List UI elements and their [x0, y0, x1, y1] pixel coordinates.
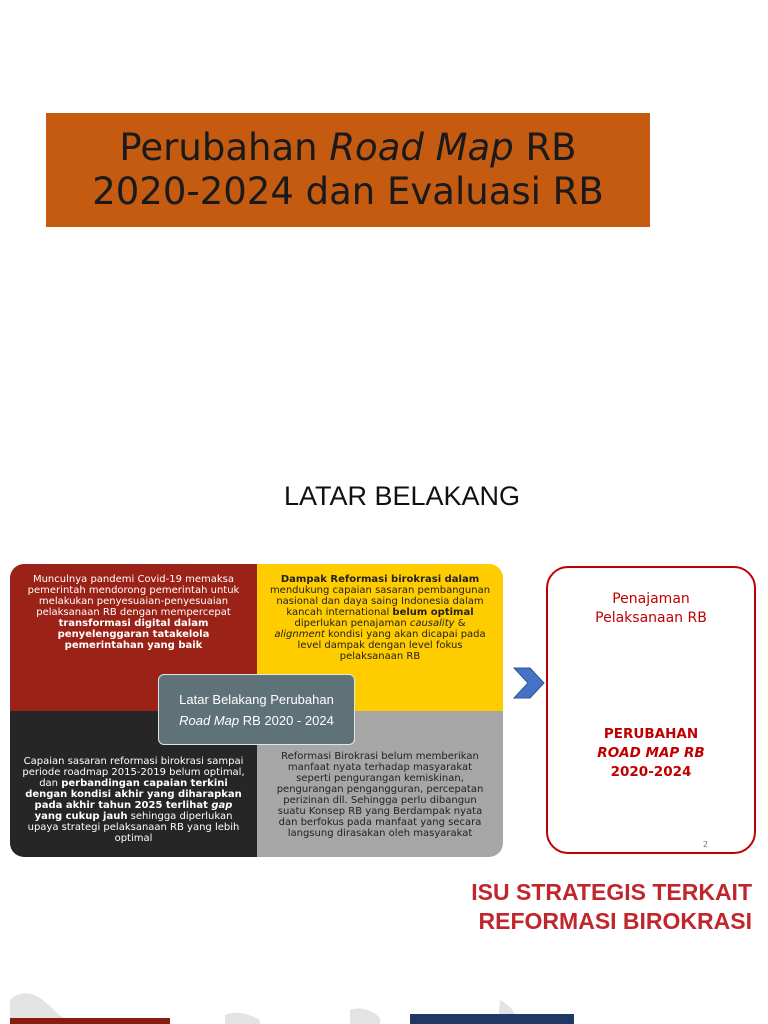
section-heading: LATAR BELAKANG [283, 481, 521, 511]
chevron-right-icon [512, 666, 546, 700]
quadrant-top-left: Munculnya pandemi Covid-19 memaksa pemerintah mendorong pemerintah untuk melakukan penyesuaian-penyesuaian pelaksanaan RB dengan mempercepat transformasi digital dalam penyelenggaran tatakelola pemerintahan yang baik [10, 564, 257, 711]
bottom-navy-bar [410, 1014, 574, 1024]
isu-strategis-heading: ISU STRATEGIS TERKAIT REFORMASI BIROKRASI [471, 879, 752, 934]
title-box [46, 113, 650, 227]
slide-number: 2 [702, 840, 708, 849]
right-card [546, 566, 756, 854]
right-card-bottom-text: PERUBAHAN ROAD MAP RB 2020-2024 [597, 726, 705, 780]
quadrant-top-right: Dampak Reformasi birokrasi dalam mendukung capaian sasaran pembangunan nasional dan daya saing Indonesia dalam kancah international belum optimal diperlukan penajaman causality & alignment kondisi yang akan dicapai pada level dampak dengan level fokus pelaksanaan RB [257, 564, 503, 711]
bottom-red-bar [10, 1018, 170, 1024]
title-line-2: 2020-2024 dan Evaluasi RB [92, 170, 604, 213]
right-card-top-text: Penajaman Pelaksanaan RB [595, 591, 707, 626]
quadrant-bottom-left: Capaian sasaran reformasi birokrasi sampai periode roadmap 2015-2019 belum optimal, dan perbandingan capaian terkini dengan kondisi akhir yang diharapkan pada akhir tahun 2025 terlihat gap yang cukup jauh sehingga diperlukan upaya strategi pelaksanaan RB yang lebih optimal [10, 711, 257, 857]
center-label: Latar Belakang Perubahan Road Map RB 2020 - 2024 [158, 674, 355, 745]
quadrant-bottom-right: Reformasi Birokrasi belum memberikan manfaat nyata terhadap masyarakat seperti pengurangan kemiskinan, pengurangan pengangguran, percepatan perizinan dll. Sehingga perlu dibangun suatu Konsep RB yang Berdampak nyata dan berfokus pada manfaat yang secara langsung dirasakan oleh masyarakat [257, 711, 503, 857]
title-line-1: Perubahan Road Map RB [119, 126, 577, 169]
